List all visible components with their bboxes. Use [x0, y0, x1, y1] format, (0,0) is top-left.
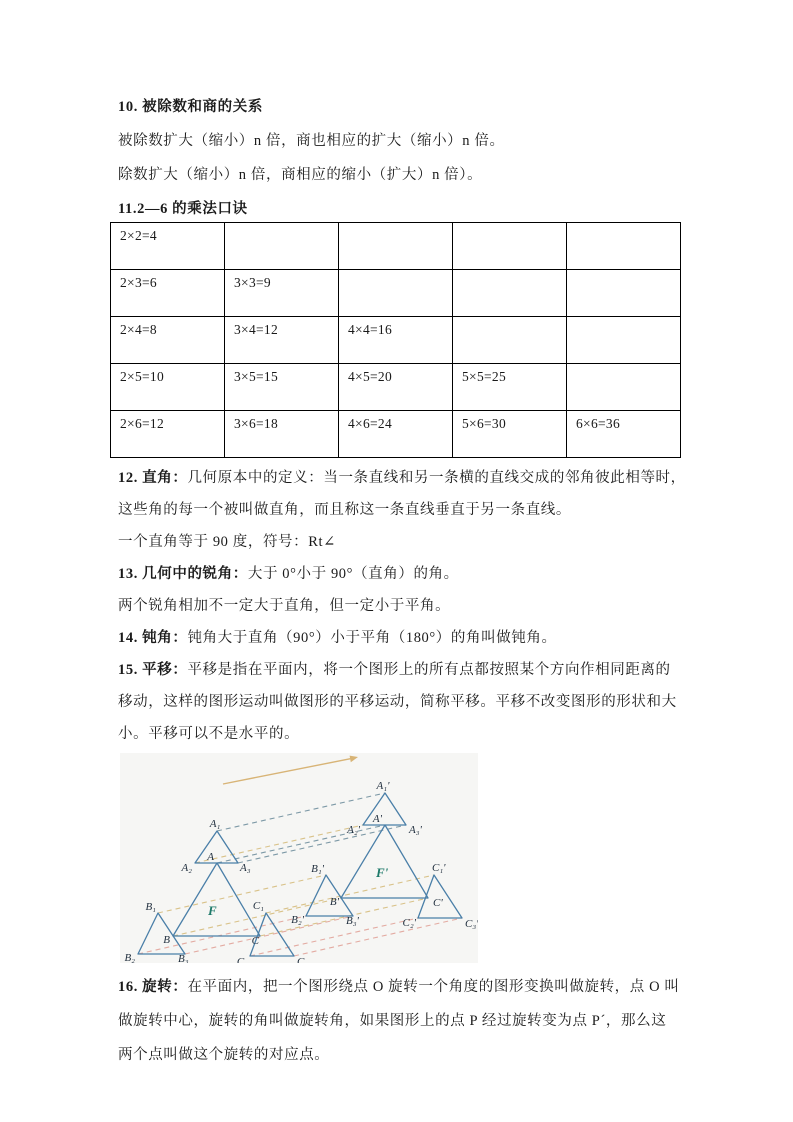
table-row	[111, 317, 681, 364]
table-cell: 5×6=30	[453, 411, 567, 458]
vertex-label: B'	[329, 896, 339, 908]
direction-arrow	[223, 758, 353, 784]
paragraph-line: 一个直角等于 90 度，符号：Rt∠	[118, 534, 336, 550]
table-row	[111, 411, 681, 458]
heading-15: 15. 平移：平移是指在平面内，将一个图形上的所有点都按照某个方向作相同距离的	[118, 662, 671, 678]
vertex-label: B₃	[178, 953, 189, 963]
heading-12: 12. 直角：几何原本中的定义：当一条直线和另一条横的直线交成的邻角彼此相等时，	[118, 470, 686, 486]
paragraph-line: 除数扩大（缩小）n 倍，商相应的缩小（扩大）n 倍）。	[118, 167, 483, 183]
heading-10: 10. 被除数和商的关系	[118, 99, 263, 115]
vertex-label: A₁	[209, 818, 221, 830]
translation-diagram	[120, 753, 478, 963]
paragraph-line: 两个点叫做这个旋转的对应点。	[118, 1047, 330, 1063]
vertex-label: C	[251, 935, 259, 947]
vertex-label: C₃'	[465, 918, 478, 930]
table-cell: 4×6=24	[339, 411, 453, 458]
heading-11: 11.2—6 的乘法口诀	[118, 201, 248, 217]
table-cell: 5×5=25	[453, 364, 567, 411]
vertex-label: A₂	[181, 862, 192, 874]
table-cell	[567, 364, 681, 411]
figure-label-F: F	[208, 903, 217, 918]
paragraph-line: 小。平移可以不是水平的。	[118, 726, 300, 742]
triangle-A-prime	[363, 793, 406, 825]
vertex-label: A₃	[240, 862, 251, 874]
middle-text-block	[118, 462, 693, 750]
table-cell: 3×5=15	[225, 364, 339, 411]
heading-14: 14. 钝角：钝角大于直角（90°）小于平角（180°）的角叫做钝角。	[118, 630, 557, 646]
table-cell	[339, 270, 453, 317]
vertex-label: C₂	[236, 956, 248, 963]
dashed-link-b3	[185, 916, 353, 954]
table-cell	[567, 223, 681, 270]
vertex-label: B₃'	[346, 915, 359, 927]
paragraph-line: 移动，这样的图形运动叫做图形的平移运动，简称平移。平移不改变图形的形状和大	[118, 694, 677, 710]
heading-13: 13. 几何中的锐角：大于 0°小于 90°（直角）的角。	[118, 566, 459, 582]
translation-diagram-svg	[120, 753, 478, 963]
vertex-label: C₁'	[432, 862, 446, 874]
figure-label-F-prime: F'	[376, 865, 389, 880]
table-row	[111, 364, 681, 411]
table-cell: 4×5=20	[339, 364, 453, 411]
dashed-link-c1	[266, 875, 434, 913]
dashed-link-a3	[238, 825, 406, 863]
vertex-label: C₃	[297, 956, 309, 963]
table-cell	[453, 270, 567, 317]
heading-16: 16. 旋转：在平面内，把一个图形绕点 O 旋转一个角度的图形变换叫做旋转，点 O 叫	[118, 979, 680, 995]
vertex-label: A	[207, 851, 214, 863]
table-cell	[567, 270, 681, 317]
paragraph-line: 做旋转中心，旋转的角叫做旋转角，如果图形上的点 P 经过旋转变为点 P´，那么这	[118, 1013, 667, 1029]
vertex-label: C₂'	[402, 917, 416, 929]
table-cell: 2×5=10	[111, 364, 225, 411]
table-cell	[453, 317, 567, 364]
triangle-B	[138, 913, 185, 954]
paragraph-line: 被除数扩大（缩小）n 倍，商也相应的扩大（缩小）n 倍。	[118, 133, 505, 149]
vertex-label: C₁	[252, 900, 264, 912]
table-row	[111, 223, 681, 270]
table-cell: 2×2=4	[111, 223, 225, 270]
table-cell: 6×6=36	[567, 411, 681, 458]
vertex-label: B₂'	[291, 914, 304, 926]
table-cell	[453, 223, 567, 270]
vertex-label: A₂'	[347, 824, 360, 836]
vertex-label: A₃'	[409, 824, 422, 836]
table-cell: 3×3=9	[225, 270, 339, 317]
vertex-label: A'	[372, 813, 382, 825]
table-cell: 4×4=16	[339, 317, 453, 364]
table-row	[111, 270, 681, 317]
vertex-label: B₁	[145, 901, 156, 913]
table-cell: 2×3=6	[111, 270, 225, 317]
table-cell: 2×6=12	[111, 411, 225, 458]
vertex-label: B	[163, 934, 170, 946]
paragraph-line: 这些角的每一个被叫做直角，而且称这一条直线垂直于另一条直线。	[118, 502, 571, 518]
table-cell: 3×4=12	[225, 317, 339, 364]
vertex-label: C'	[433, 897, 443, 909]
table-cell: 2×4=8	[111, 317, 225, 364]
table-cell: 3×6=18	[225, 411, 339, 458]
table-cell	[225, 223, 339, 270]
table-cell	[567, 317, 681, 364]
dashed-link-c2	[250, 918, 418, 956]
paragraph-line: 两个锐角相加不一定大于直角，但一定小于平角。	[118, 598, 451, 614]
multiplication-table	[110, 222, 681, 458]
vertex-label: B₁'	[311, 863, 324, 875]
direction-arrow-head	[350, 756, 358, 763]
bottom-text-block	[118, 970, 693, 1072]
vertex-label: B₂	[124, 952, 135, 963]
table-cell	[339, 223, 453, 270]
vertex-label: A₁'	[376, 780, 390, 792]
